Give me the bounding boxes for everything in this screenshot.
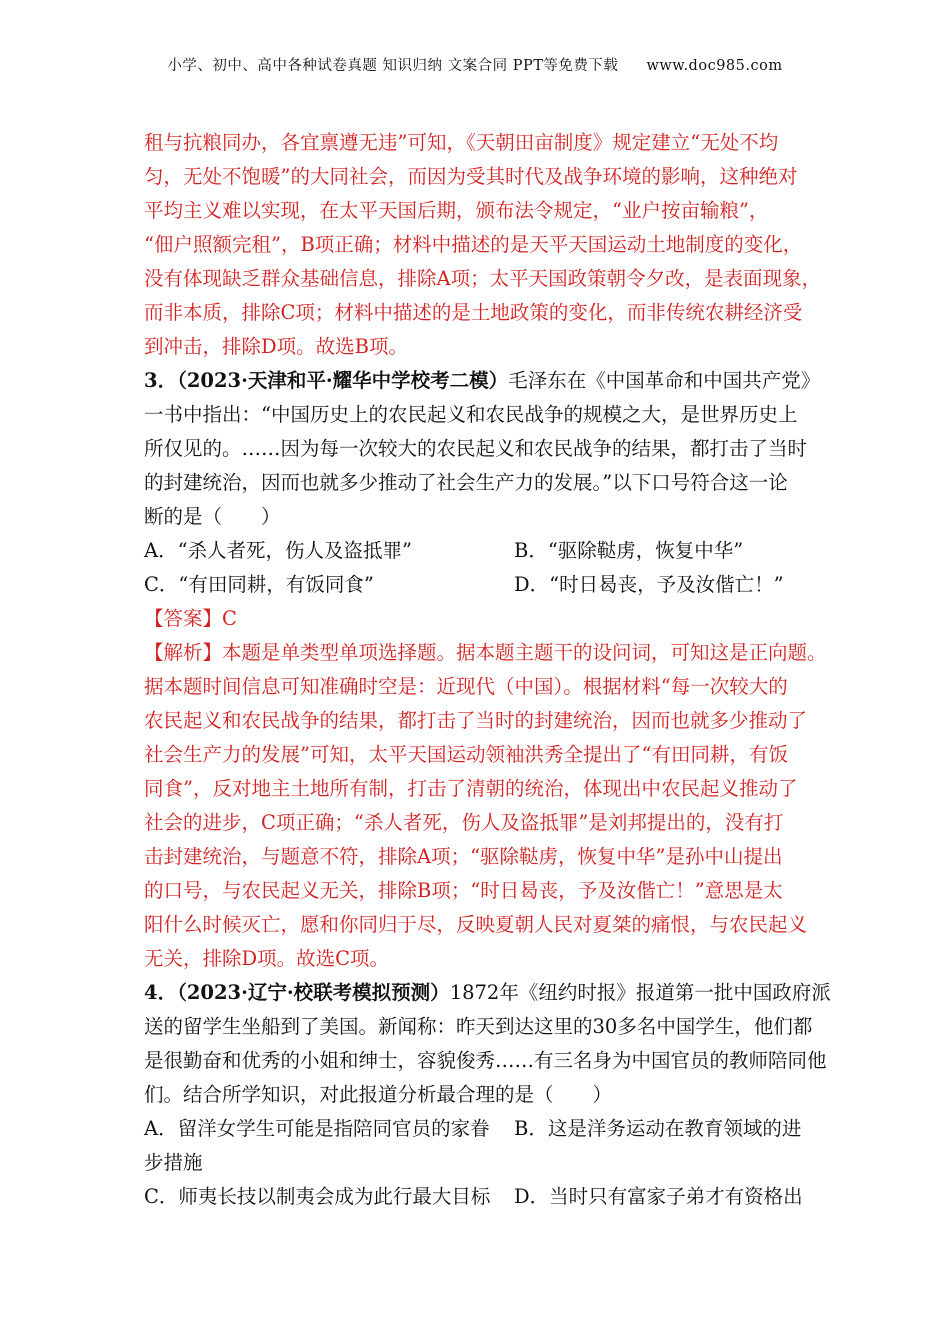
question-3-stem: 断的是（ ） bbox=[144, 505, 281, 528]
option-b: B．“驱除鞑虏，恢复中华” bbox=[514, 539, 744, 562]
question-4-stem: 是很勤奋和优秀的小姐和绅士，容貌俊秀……有三名身为中国官员的教师陪同他 bbox=[144, 1049, 827, 1072]
previous-analysis bbox=[144, 126, 822, 364]
question-4-options-row-1 bbox=[144, 1112, 816, 1146]
question-4-number: 4． bbox=[144, 981, 178, 1004]
analysis-line: 到冲击，排除D项。故选B项。 bbox=[144, 335, 408, 358]
question-3-stem: 的封建统治，因而也就多少推动了社会生产力的发展。”以下口号符合这一论 bbox=[144, 471, 788, 494]
question-4-source: （2023·辽宁·校联考模拟预测） bbox=[177, 981, 450, 1004]
analysis-line: 击封建统治，与题意不符，排除A项；“驱除鞑虏，恢复中华”是孙中山提出 bbox=[144, 845, 783, 868]
option-d: D．当时只有富家子弟才有资格出 bbox=[514, 1185, 803, 1208]
analysis-line: 的口号，与农民起义无关，排除B项；“时日曷丧，予及汝偕亡！”意思是太 bbox=[144, 879, 783, 902]
analysis-line: 匀，无处不饱暖”的大同社会，而因为受其时代及战争环境的影响，这种绝对 bbox=[144, 165, 798, 188]
analysis-line: 而非本质，排除C项；材料中描述的是土地政策的变化，而非传统农耕经济受 bbox=[144, 301, 803, 324]
question-4-first-line bbox=[144, 976, 831, 1010]
analysis-line: 农民起义和农民战争的结果，都打击了当时的封建统治，因而也就多少推动了 bbox=[144, 709, 808, 732]
option-a: A．留洋女学生可能是指陪同官员的家眷 bbox=[144, 1117, 490, 1140]
question-3 bbox=[144, 364, 821, 534]
option-a: A．“杀人者死，伤人及盗抵罪” bbox=[144, 539, 413, 562]
option-c: C．师夷长技以制夷会成为此行最大目标 bbox=[144, 1185, 491, 1208]
analysis-text: 本题是单类型单项选择题。据本题主题干的设问词，可知这是正向题。 bbox=[222, 641, 827, 664]
question-3-number: 3． bbox=[144, 369, 178, 392]
question-3-options-row-2 bbox=[144, 568, 816, 602]
analysis-line: 阳什么时候灭亡，愿和你同归于尽，反映夏朝人民对夏桀的痛恨，与农民起义 bbox=[144, 913, 808, 936]
analysis-line: “佃户照额完租”，B项正确；材料中描述的是天平天国运动土地制度的变化， bbox=[144, 233, 803, 256]
header-url[interactable]: www.doc985.com bbox=[646, 58, 783, 74]
analysis-line: 无关，排除D项。故选C项。 bbox=[144, 947, 390, 970]
analysis-label: 【解析】 bbox=[144, 641, 223, 664]
analysis-line: 没有体现缺乏群众基础信息，排除A项；太平天国政策朝令夕改，是表面现象， bbox=[144, 267, 822, 290]
page-header bbox=[0, 54, 950, 75]
option-b-continued: 步措施 bbox=[144, 1151, 203, 1174]
question-4-options-row-2 bbox=[144, 1180, 816, 1214]
analysis-line bbox=[144, 636, 827, 670]
analysis-line: 平均主义难以实现，在太平天国后期，颁布法令规定，“业户按亩输粮”， bbox=[144, 199, 769, 222]
question-3-stem: 所仅见的。……因为每一次较大的农民起义和农民战争的结果，都打击了当时 bbox=[144, 437, 808, 460]
option-b: B．这是洋务运动在教育领域的进 bbox=[514, 1117, 802, 1140]
document-body bbox=[144, 126, 831, 1214]
question-3-stem: 毛泽东在《中国革命和中国共产党》 bbox=[508, 369, 821, 392]
analysis-line: 社会生产力的发展”可知，太平天国运动领袖洪秀全提出了“有田同耕，有饭 bbox=[144, 743, 788, 766]
question-4-stem: 1872年《纽约时报》报道第一批中国政府派 bbox=[449, 981, 831, 1004]
question-4-stem: 们。结合所学知识，对此报道分析最合理的是（ ） bbox=[144, 1083, 613, 1106]
question-3-stem: 一书中指出：“中国历史上的农民起义和农民战争的规模之大，是世界历史上 bbox=[144, 403, 798, 426]
option-c: C．“有田同耕，有饭同食” bbox=[144, 573, 374, 596]
question-3-analysis bbox=[144, 636, 827, 976]
analysis-line: 社会的进步，C项正确；“杀人者死，伤人及盗抵罪”是刘邦提出的，没有打 bbox=[144, 811, 784, 834]
analysis-line: 同食”，反对地主土地所有制，打击了清朝的统治，体现出中农民起义推动了 bbox=[144, 777, 798, 800]
question-4-stem: 送的留学生坐船到了美国。新闻称：昨天到达这里的30多名中国学生，他们都 bbox=[144, 1015, 813, 1038]
analysis-line: 据本题时间信息可知准确时空是：近现代（中国）。根据材料“每一次较大的 bbox=[144, 675, 788, 698]
question-4 bbox=[144, 976, 831, 1112]
header-text: 小学、初中、高中各种试卷真题 知识归纳 文案合同 PPT等免费下载 bbox=[167, 58, 619, 74]
analysis-line: 租与抗粮同办，各宜禀遵无违”可知，《天朝田亩制度》规定建立“无处不均 bbox=[144, 131, 779, 154]
question-3-first-line bbox=[144, 364, 821, 398]
question-3-answer: 【答案】C bbox=[144, 607, 237, 630]
option-d: D．“时日曷丧，予及汝偕亡！” bbox=[514, 573, 784, 596]
question-3-source: （2023·天津和平·耀华中学校考二模） bbox=[177, 369, 509, 392]
question-3-options-row-1 bbox=[144, 534, 816, 568]
